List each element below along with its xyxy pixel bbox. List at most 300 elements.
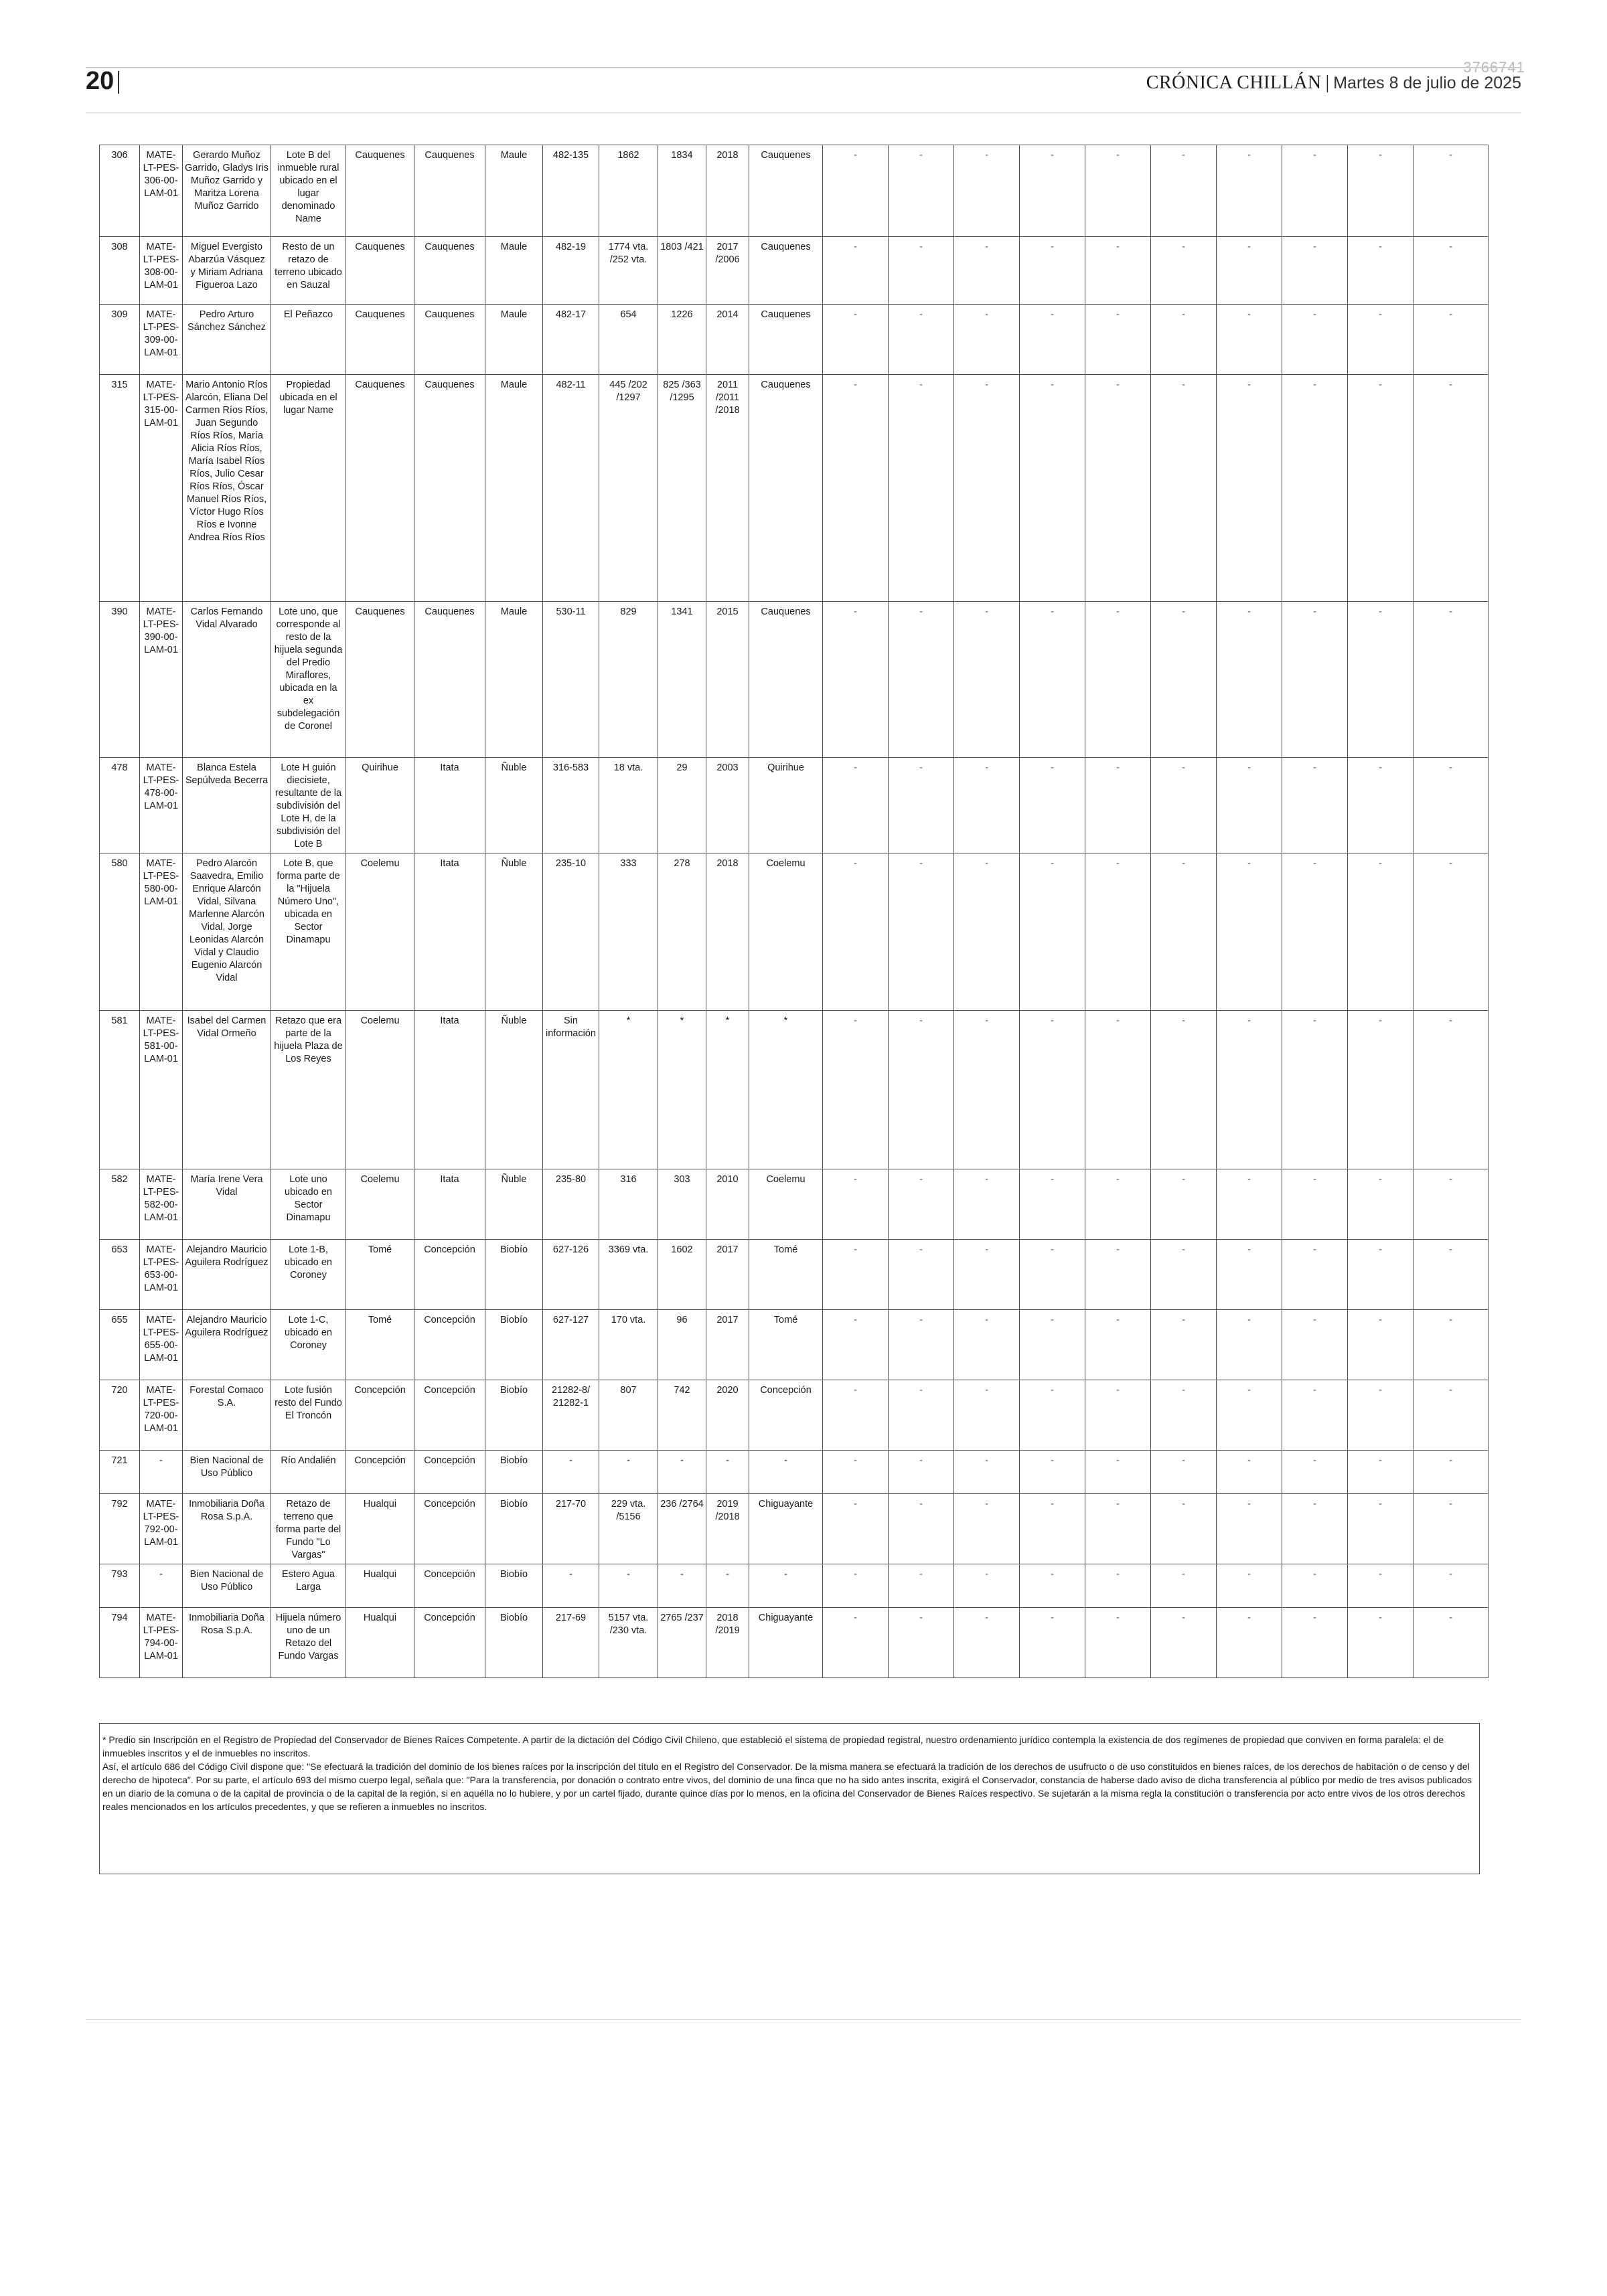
table-cell: 2017 (706, 1310, 749, 1380)
table-cell: - (823, 1310, 889, 1380)
table-cell: 2003 (706, 758, 749, 853)
table-cell: - (1151, 1494, 1217, 1564)
table-cell: MATE-LT-PES-308-00-LAM-01 (140, 237, 183, 305)
table-cell: Concepción (346, 1451, 414, 1494)
table-cell: - (1282, 237, 1348, 305)
table-cell: - (1020, 1608, 1085, 1678)
table-cell: - (1348, 1380, 1413, 1451)
table-cell: 482-135 (543, 145, 599, 237)
table-cell: MATE-LT-PES-390-00-LAM-01 (140, 602, 183, 758)
table-cell: Pedro Arturo Sánchez Sánchez (183, 305, 271, 375)
table-cell: Cauquenes (749, 602, 823, 758)
table-cell: - (889, 305, 954, 375)
table-cell: - (1282, 758, 1348, 853)
table-cell: - (1282, 1608, 1348, 1678)
table-cell: - (706, 1564, 749, 1608)
table-cell: - (889, 1564, 954, 1608)
table-cell: - (1085, 145, 1151, 237)
table-cell: - (1151, 375, 1217, 602)
table-cell: Forestal Comaco S.A. (183, 1380, 271, 1451)
table-cell: - (889, 1240, 954, 1310)
table-row (100, 1011, 1488, 1169)
table-cell: - (543, 1451, 599, 1494)
table-cell: 581 (100, 1011, 140, 1169)
table-cell: 580 (100, 853, 140, 1011)
table-cell: - (1348, 1169, 1413, 1240)
table-cell: Maule (485, 237, 543, 305)
table-cell: - (1217, 758, 1282, 853)
table-cell: - (954, 1494, 1020, 1564)
registry-table-container (99, 145, 1478, 1678)
table-cell: MATE-LT-PES-582-00-LAM-01 (140, 1169, 183, 1240)
table-cell: 478 (100, 758, 140, 853)
table-cell: - (823, 1564, 889, 1608)
publication-name: CRÓNICA CHILLÁN (1146, 72, 1322, 93)
header-bottom-rule (86, 112, 1521, 113)
table-cell: - (1151, 1169, 1217, 1240)
table-cell: 1834 (658, 145, 706, 237)
table-cell: 170 vta. (599, 1310, 658, 1380)
table-cell: MATE-LT-PES-794-00-LAM-01 (140, 1608, 183, 1678)
table-cell: - (1348, 602, 1413, 758)
table-cell: Itata (414, 758, 485, 853)
table-cell: - (1217, 602, 1282, 758)
table-row (100, 1451, 1488, 1494)
table-cell: - (954, 1169, 1020, 1240)
table-cell: - (1348, 1240, 1413, 1310)
bottom-rule (86, 2019, 1521, 2020)
table-cell: Itata (414, 1011, 485, 1169)
table-cell: - (823, 602, 889, 758)
table-cell: Maule (485, 602, 543, 758)
table-cell: 794 (100, 1608, 140, 1678)
table-cell: - (1020, 758, 1085, 853)
table-cell: - (1413, 375, 1488, 602)
table-cell: - (954, 145, 1020, 237)
table-cell: 653 (100, 1240, 140, 1310)
registry-table (99, 145, 1488, 1678)
masthead (1146, 72, 1521, 94)
table-cell: Pedro Alarcón Saavedra, Emilio Enrique Alarcón Vidal, Silvana Marlenne Alarcón Vidal, Jorge Leonidas Alarcón Vidal y Claudio Eugenio Alarcón Vidal (183, 853, 271, 1011)
table-cell: - (1282, 1380, 1348, 1451)
table-cell: - (599, 1451, 658, 1494)
table-cell: - (1217, 1169, 1282, 1240)
table-cell: 235-80 (543, 1169, 599, 1240)
table-cell: - (1217, 145, 1282, 237)
table-cell: - (1085, 1380, 1151, 1451)
table-cell: Itata (414, 1169, 485, 1240)
table-cell: 2014 (706, 305, 749, 375)
table-cell: - (1020, 375, 1085, 602)
table-cell: Lote B, que forma parte de la "Hijuela Número Uno", ubicada en Sector Dinamapu (271, 853, 346, 1011)
table-cell: - (1348, 237, 1413, 305)
table-cell: Biobío (485, 1494, 543, 1564)
table-row (100, 305, 1488, 375)
table-cell: 2018 (706, 145, 749, 237)
table-cell: 278 (658, 853, 706, 1011)
table-cell: 2017 /2006 (706, 237, 749, 305)
table-row (100, 602, 1488, 758)
table-cell: MATE-LT-PES-309-00-LAM-01 (140, 305, 183, 375)
table-cell: - (1217, 237, 1282, 305)
table-cell: - (889, 1494, 954, 1564)
table-cell: - (889, 1380, 954, 1451)
table-cell: - (954, 1564, 1020, 1608)
table-cell: - (889, 145, 954, 237)
table-cell: - (823, 305, 889, 375)
table-cell: Cauquenes (346, 375, 414, 602)
table-cell: MATE-LT-PES-315-00-LAM-01 (140, 375, 183, 602)
table-cell: - (1348, 1564, 1413, 1608)
table-cell: - (599, 1564, 658, 1608)
table-cell: - (1151, 1564, 1217, 1608)
table-cell: - (1348, 305, 1413, 375)
table-cell: 333 (599, 853, 658, 1011)
table-cell: MATE-LT-PES-478-00-LAM-01 (140, 758, 183, 853)
table-row (100, 1380, 1488, 1451)
table-cell: - (1217, 1451, 1282, 1494)
table-cell: - (1413, 1240, 1488, 1310)
table-cell: 5157 vta. /230 vta. (599, 1608, 658, 1678)
table-cell: - (1217, 853, 1282, 1011)
table-cell: - (889, 1169, 954, 1240)
table-cell: 236 /2764 (658, 1494, 706, 1564)
table-cell: - (1151, 1451, 1217, 1494)
table-cell: - (889, 1608, 954, 1678)
table-cell: - (1085, 853, 1151, 1011)
table-cell: 316-583 (543, 758, 599, 853)
table-cell: - (889, 1011, 954, 1169)
table-cell: - (1282, 602, 1348, 758)
table-cell: 721 (100, 1451, 140, 1494)
table-cell: El Peñazco (271, 305, 346, 375)
table-cell: - (1217, 1380, 1282, 1451)
table-cell: - (823, 237, 889, 305)
table-cell: 582 (100, 1169, 140, 1240)
table-cell: 792 (100, 1494, 140, 1564)
table-cell: 3369 vta. (599, 1240, 658, 1310)
table-cell: Hijuela número uno de un Retazo del Fundo Vargas (271, 1608, 346, 1678)
table-cell: 1226 (658, 305, 706, 375)
table-cell: 1803 /421 (658, 237, 706, 305)
table-cell: - (1085, 1310, 1151, 1380)
table-cell: - (1413, 758, 1488, 853)
table-cell: - (1020, 145, 1085, 237)
table-cell: Hualqui (346, 1608, 414, 1678)
footnote-paragraph-2: Así, el artículo 686 del Código Civil dispone que: "Se efectuará la tradición del dominio de los bienes raíces por la inscripción del título en el Registro del Conservador. De la misma manera se efectuará la tradición de los derechos de usufructo o de uso constituidos en bienes raíces, de los derechos de habitación o de censo y del derecho de hipoteca". Por su parte, el artículo 693 del mismo cuerpo legal, señala que: "Para la transferencia, por donación o contrato entre vivos, del dominio de una finca que no ha sido antes inscrita, exigirá el Conservador, constancia de haberse dado aviso de dicha transferencia al público por medio de tres avisos publicados en un diario de la comuna o de la capital de provincia o de la capital de la región, si en aquélla no lo hubiere, y por un cartel fijado, durante quince días por lo menos, en la oficina del Conservador de Bienes Raíces respectivo. Se sujetarán a la misma regla la constitución o transferencia por acto entre vivos de los otros derechos reales mencionados en los artículos precedentes, y que se refieren a inmuebles no inscritos. (102, 1761, 1472, 1812)
table-cell: 1341 (658, 602, 706, 758)
table-cell: - (1413, 1451, 1488, 1494)
registry-table-body (100, 145, 1488, 1678)
table-cell: - (889, 758, 954, 853)
table-cell: Retazo que era parte de la hijuela Plaza de Los Reyes (271, 1011, 346, 1169)
header-top-rule (86, 67, 1521, 68)
table-cell: Lote H guión diecisiete, resultante de la subdivisión del Lote H, de la subdivisión del Lote B (271, 758, 346, 853)
table-cell: - (1217, 1608, 1282, 1678)
table-cell: - (1282, 1169, 1348, 1240)
table-cell: - (889, 602, 954, 758)
table-cell: Tomé (749, 1240, 823, 1310)
table-row (100, 853, 1488, 1011)
table-cell: - (1151, 1310, 1217, 1380)
table-cell: Ñuble (485, 1169, 543, 1240)
table-cell: - (1020, 1380, 1085, 1451)
table-cell: Cauquenes (414, 375, 485, 602)
table-cell: Biobío (485, 1240, 543, 1310)
table-row (100, 1608, 1488, 1678)
table-cell: Concepción (414, 1240, 485, 1310)
table-cell: Ñuble (485, 1011, 543, 1169)
masthead-separator: | (1325, 72, 1330, 93)
table-cell: MATE-LT-PES-580-00-LAM-01 (140, 853, 183, 1011)
table-cell: Lote 1-B, ubicado en Coroney (271, 1240, 346, 1310)
table-cell: - (1020, 1310, 1085, 1380)
table-cell: Lote fusión resto del Fundo El Troncón (271, 1380, 346, 1451)
table-cell: 1774 vta. /252 vta. (599, 237, 658, 305)
table-cell: Cauquenes (346, 305, 414, 375)
table-cell: 2017 (706, 1240, 749, 1310)
table-cell: 1602 (658, 1240, 706, 1310)
table-cell: - (1151, 305, 1217, 375)
table-cell: - (1020, 1011, 1085, 1169)
table-cell: Concepción (414, 1451, 485, 1494)
table-cell: Bien Nacional de Uso Público (183, 1451, 271, 1494)
table-cell: Tomé (346, 1310, 414, 1380)
table-cell: - (823, 1380, 889, 1451)
table-cell: - (1282, 1451, 1348, 1494)
table-cell: - (1085, 1169, 1151, 1240)
table-cell: - (1217, 1564, 1282, 1608)
table-cell: Concepción (414, 1494, 485, 1564)
table-cell: Isabel del Carmen Vidal Ormeño (183, 1011, 271, 1169)
table-cell: 229 vta. /5156 (599, 1494, 658, 1564)
table-cell: 2020 (706, 1380, 749, 1451)
table-cell: Cauquenes (414, 237, 485, 305)
table-cell: - (1020, 1240, 1085, 1310)
table-cell: 2018 /2019 (706, 1608, 749, 1678)
table-row (100, 145, 1488, 237)
page-number: 20 (86, 67, 114, 95)
table-cell: Concepción (414, 1310, 485, 1380)
table-cell: - (1348, 1451, 1413, 1494)
table-cell: - (1085, 375, 1151, 602)
table-cell: * (658, 1011, 706, 1169)
table-cell: - (1217, 375, 1282, 602)
table-cell: - (1151, 1380, 1217, 1451)
table-cell: 303 (658, 1169, 706, 1240)
table-cell: - (1217, 305, 1282, 375)
table-cell: 2765 /237 (658, 1608, 706, 1678)
table-cell: - (1085, 1564, 1151, 1608)
table-cell: * (599, 1011, 658, 1169)
table-cell: Chiguayante (749, 1494, 823, 1564)
table-cell: Coelemu (346, 1011, 414, 1169)
table-row (100, 237, 1488, 305)
table-cell: - (1020, 853, 1085, 1011)
table-cell: - (1020, 602, 1085, 758)
table-cell: - (823, 1240, 889, 1310)
table-cell: - (1348, 145, 1413, 237)
table-cell: 793 (100, 1564, 140, 1608)
table-cell: Mario Antonio Ríos Alarcón, Eliana Del Carmen Ríos Ríos, Juan Segundo Ríos Ríos, María Alicia Ríos Ríos, María Isabel Ríos Ríos, Julio Cesar Ríos Ríos, Óscar Manuel Ríos Ríos, Víctor Hugo Ríos Ríos e Ivonne Andrea Ríos Ríos (183, 375, 271, 602)
table-cell: Gerardo Muñoz Garrido, Gladys Iris Muñoz Garrido y Maritza Lorena Muñoz Garrido (183, 145, 271, 237)
table-cell: - (1413, 305, 1488, 375)
table-cell: - (1348, 853, 1413, 1011)
table-cell: 825 /363 /1295 (658, 375, 706, 602)
table-cell: - (889, 375, 954, 602)
table-cell: * (706, 1011, 749, 1169)
table-cell: - (1413, 1169, 1488, 1240)
table-cell: - (1413, 145, 1488, 237)
table-cell: - (823, 145, 889, 237)
table-cell: Quirihue (346, 758, 414, 853)
table-cell: - (823, 1494, 889, 1564)
table-cell: - (1413, 1011, 1488, 1169)
table-cell: Cauquenes (749, 145, 823, 237)
table-cell: - (1085, 602, 1151, 758)
table-cell: MATE-LT-PES-306-00-LAM-01 (140, 145, 183, 237)
table-cell: MATE-LT-PES-655-00-LAM-01 (140, 1310, 183, 1380)
table-cell: Biobío (485, 1380, 543, 1451)
table-cell: - (954, 1011, 1020, 1169)
table-cell: - (954, 305, 1020, 375)
table-cell: Lote 1-C, ubicado en Coroney (271, 1310, 346, 1380)
table-cell: - (954, 602, 1020, 758)
table-cell: Coelemu (749, 1169, 823, 1240)
table-cell: 627-127 (543, 1310, 599, 1380)
table-cell: Concepción (414, 1564, 485, 1608)
table-cell: - (1020, 305, 1085, 375)
table-cell: Ñuble (485, 758, 543, 853)
table-cell: Cauquenes (414, 145, 485, 237)
table-cell: - (1217, 1494, 1282, 1564)
table-cell: - (1413, 602, 1488, 758)
table-cell: 217-69 (543, 1608, 599, 1678)
table-cell: - (1282, 305, 1348, 375)
table-cell: - (1282, 1564, 1348, 1608)
table-cell: MATE-LT-PES-581-00-LAM-01 (140, 1011, 183, 1169)
table-cell: - (1151, 758, 1217, 853)
table-cell: 2019 /2018 (706, 1494, 749, 1564)
table-cell: - (823, 1169, 889, 1240)
table-cell: Biobío (485, 1564, 543, 1608)
table-cell: Biobío (485, 1608, 543, 1678)
table-cell: Tomé (749, 1310, 823, 1380)
table-row (100, 375, 1488, 602)
table-row (100, 758, 1488, 853)
table-cell: 829 (599, 602, 658, 758)
table-cell: Cauquenes (414, 602, 485, 758)
table-cell: Ñuble (485, 853, 543, 1011)
table-cell: - (1348, 758, 1413, 853)
table-cell: - (889, 1451, 954, 1494)
table-cell: Inmobiliaria Doña Rosa S.p.A. (183, 1494, 271, 1564)
table-cell: - (1151, 145, 1217, 237)
table-cell: MATE-LT-PES-653-00-LAM-01 (140, 1240, 183, 1310)
table-cell: 96 (658, 1310, 706, 1380)
table-row (100, 1494, 1488, 1564)
table-cell: 309 (100, 305, 140, 375)
footnote-box (99, 1723, 1480, 1874)
table-cell: - (954, 1608, 1020, 1678)
table-cell: - (954, 1451, 1020, 1494)
table-cell: - (1282, 1240, 1348, 1310)
table-cell: 306 (100, 145, 140, 237)
table-cell: MATE-LT-PES-720-00-LAM-01 (140, 1380, 183, 1451)
table-cell: Maule (485, 305, 543, 375)
table-cell: Coelemu (346, 1169, 414, 1240)
table-cell: * (749, 1011, 823, 1169)
table-cell: - (658, 1564, 706, 1608)
stamp-number: 3766741 (1463, 59, 1525, 76)
table-cell: - (1085, 305, 1151, 375)
table-cell: 217-70 (543, 1494, 599, 1564)
table-cell: 654 (599, 305, 658, 375)
table-cell: - (1020, 1494, 1085, 1564)
table-cell: - (823, 1608, 889, 1678)
table-cell: 235-10 (543, 853, 599, 1011)
table-cell: Resto de un retazo de terreno ubicado en Sauzal (271, 237, 346, 305)
table-cell: Carlos Fernando Vidal Alvarado (183, 602, 271, 758)
table-cell: 720 (100, 1380, 140, 1451)
table-cell: Quirihue (749, 758, 823, 853)
table-cell: Concepción (414, 1608, 485, 1678)
table-cell: - (1020, 237, 1085, 305)
table-cell: Itata (414, 853, 485, 1011)
table-cell: - (889, 237, 954, 305)
table-cell: 627-126 (543, 1240, 599, 1310)
table-cell: - (706, 1451, 749, 1494)
table-cell: - (1085, 1451, 1151, 1494)
table-cell: 18 vta. (599, 758, 658, 853)
table-cell: - (1348, 1310, 1413, 1380)
table-cell: - (954, 1380, 1020, 1451)
table-cell: - (954, 237, 1020, 305)
table-cell: - (1151, 602, 1217, 758)
table-cell: 390 (100, 602, 140, 758)
table-cell: - (1282, 1310, 1348, 1380)
table-cell: - (889, 853, 954, 1011)
table-cell: 530-11 (543, 602, 599, 758)
table-cell: 2011 /2011 /2018 (706, 375, 749, 602)
table-cell: - (1217, 1240, 1282, 1310)
table-cell: 807 (599, 1380, 658, 1451)
publication-date: Martes 8 de julio de 2025 (1333, 74, 1521, 92)
table-row (100, 1240, 1488, 1310)
table-cell: - (1348, 1494, 1413, 1564)
table-cell: - (1085, 1608, 1151, 1678)
page-number-divider (118, 71, 119, 94)
table-cell: - (1413, 1494, 1488, 1564)
table-cell: - (1151, 237, 1217, 305)
table-cell: MATE-LT-PES-792-00-LAM-01 (140, 1494, 183, 1564)
table-cell: - (954, 1310, 1020, 1380)
table-cell: Tomé (346, 1240, 414, 1310)
table-cell: Maule (485, 145, 543, 237)
table-cell: - (1020, 1564, 1085, 1608)
table-cell: Sin información (543, 1011, 599, 1169)
table-cell: Cauquenes (346, 145, 414, 237)
table-cell: - (1151, 1608, 1217, 1678)
table-cell: - (749, 1451, 823, 1494)
table-cell: - (543, 1564, 599, 1608)
table-cell: Lote B del inmueble rural ubicado en el lugar denominado Name (271, 145, 346, 237)
table-cell: - (1085, 1011, 1151, 1169)
table-cell: - (1151, 853, 1217, 1011)
table-cell: 2015 (706, 602, 749, 758)
table-cell: - (1413, 1310, 1488, 1380)
table-cell: Blanca Estela Sepúlveda Becerra (183, 758, 271, 853)
